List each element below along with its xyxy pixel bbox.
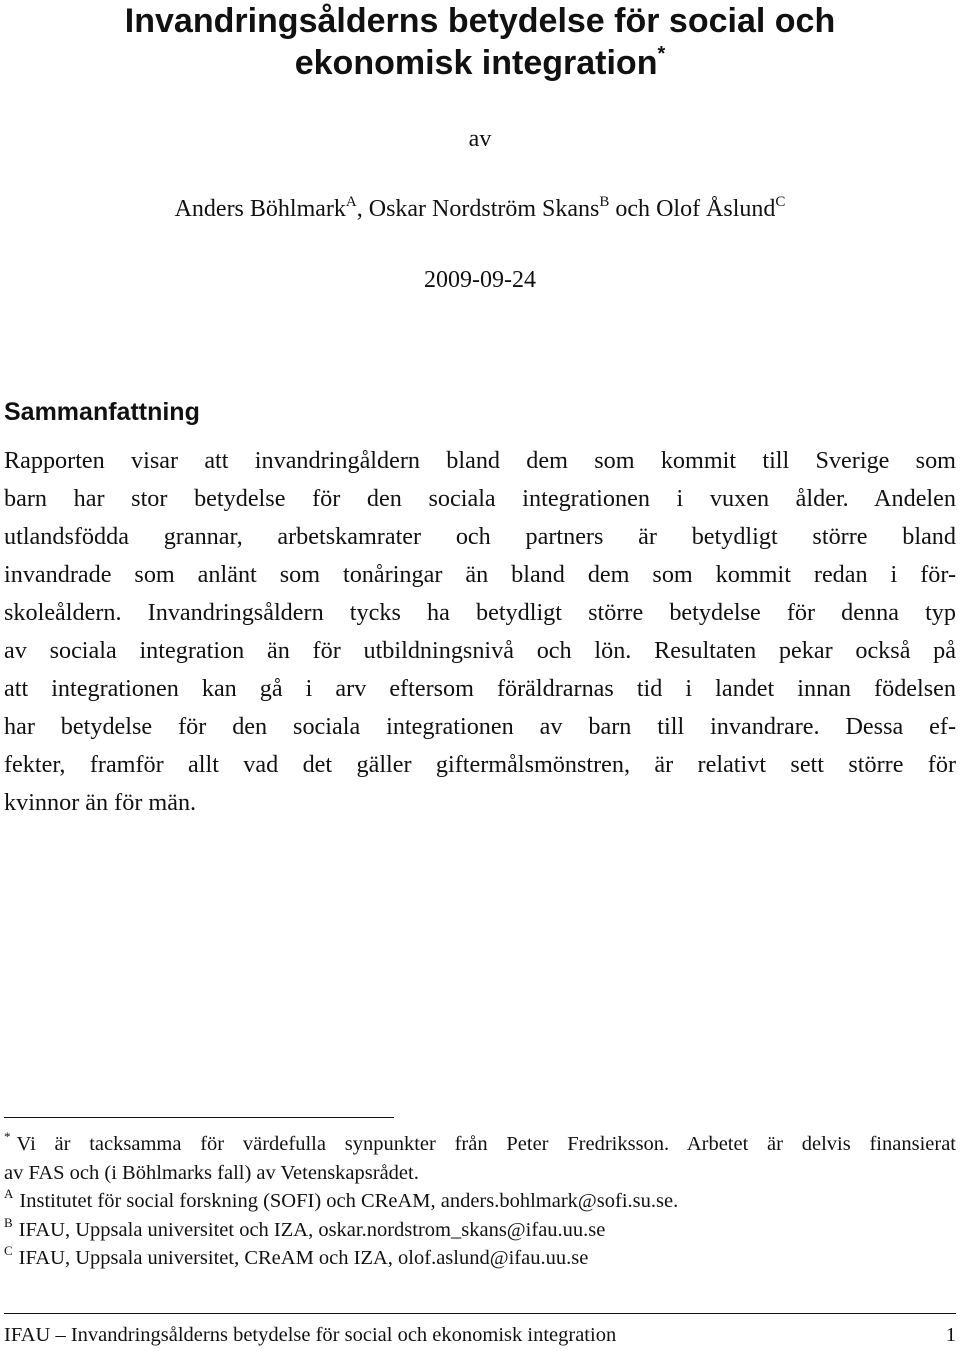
footnote-continuation: av FAS och (i Böhlmarks fall) av Vetenskapsrådet. xyxy=(4,1161,419,1184)
author-separator: och xyxy=(609,196,657,222)
abstract-line: Rapporten visar att invandringåldern bland dem som kommit till Sverige som xyxy=(4,447,956,474)
abstract-line: utlandsfödda grannar, arbetskamrater och partners är betydligt större bland xyxy=(4,523,956,550)
abstract-body xyxy=(4,442,956,822)
running-footer-title: IFAU – Invandringsålderns betydelse för social och ekonomisk integration xyxy=(4,1324,617,1346)
byline: av xyxy=(468,126,492,152)
author-separator: , xyxy=(356,196,369,222)
abstract-line: av sociala integration än för utbildningsnivå och lön. Resultaten pekar också på xyxy=(4,637,956,664)
footnote-acknowledgement xyxy=(4,1130,956,1159)
abstract-line: kvinnor än för män. xyxy=(4,789,197,816)
author-affiliation-mark: B xyxy=(599,194,610,210)
footnote-text: IFAU, Uppsala universitet och IZA, oskar.nordstrom_skans@ifau.uu.se xyxy=(18,1218,606,1241)
author-affiliation-mark: A xyxy=(345,194,357,210)
title-line-2 xyxy=(0,42,960,84)
footnote-text: Institutet för social forskning (SOFI) och CReAM, anders.bohlmark@sofi.su.se. xyxy=(19,1190,679,1213)
footnote-affiliation-c xyxy=(4,1244,956,1273)
abstract-line: har betydelse för den sociala integrationen av barn till invandrare. Dessa ef- xyxy=(4,713,956,740)
footer-rule xyxy=(4,1313,956,1314)
footnote-text: IFAU, Uppsala universitet, CReAM och IZA, olof.aslund@ifau.uu.se xyxy=(18,1247,589,1270)
abstract-line: skoleåldern. Invandringsåldern tycks ha betydligt större betydelse för denna typ xyxy=(4,599,956,626)
page-number: 1 xyxy=(945,1324,956,1346)
footnote-mark: * xyxy=(4,1129,11,1144)
title-line-2-text: ekonomisk integration xyxy=(294,44,658,82)
footnotes xyxy=(4,1130,956,1273)
author-name: Olof Åslund xyxy=(656,196,776,222)
title-line-1: Invandringsålderns betydelse för social och xyxy=(124,2,836,40)
abstract-line: att integrationen kan gå i arv eftersom föräldrarnas tid i landet innan födelsen xyxy=(4,675,956,702)
author-name: Anders Böhlmark xyxy=(174,196,346,222)
footnote-affiliation-b xyxy=(4,1216,956,1245)
author-list xyxy=(0,196,960,223)
footnote-separator xyxy=(4,1117,394,1118)
author-name: Oskar Nordström Skans xyxy=(368,196,600,222)
abstract-line: fekter, framför allt vad det gäller giftermålsmönstren, är relativt sett större för xyxy=(4,751,956,778)
abstract-line: barn har stor betydelse för den sociala integrationen i vuxen ålder. Andelen xyxy=(4,485,956,512)
publication-date: 2009-09-24 xyxy=(424,267,536,293)
title-footnote-mark: * xyxy=(657,43,666,65)
footnote-mark: A xyxy=(4,1186,14,1202)
footnote-mark: C xyxy=(4,1243,13,1259)
footnote-mark: B xyxy=(4,1214,13,1230)
abstract-heading: Sammanfattning xyxy=(4,398,200,426)
footnote-text: Vi är tacksamma för värdefulla synpunkter från Peter Fredriksson. Arbetet är delvis finansierat xyxy=(16,1133,956,1155)
author-affiliation-mark: C xyxy=(775,194,786,210)
abstract-line: invandrade som anlänt som tonåringar än bland dem som kommit redan i för- xyxy=(4,561,956,588)
paper-title xyxy=(0,0,960,84)
footnote-affiliation-a xyxy=(4,1187,956,1216)
